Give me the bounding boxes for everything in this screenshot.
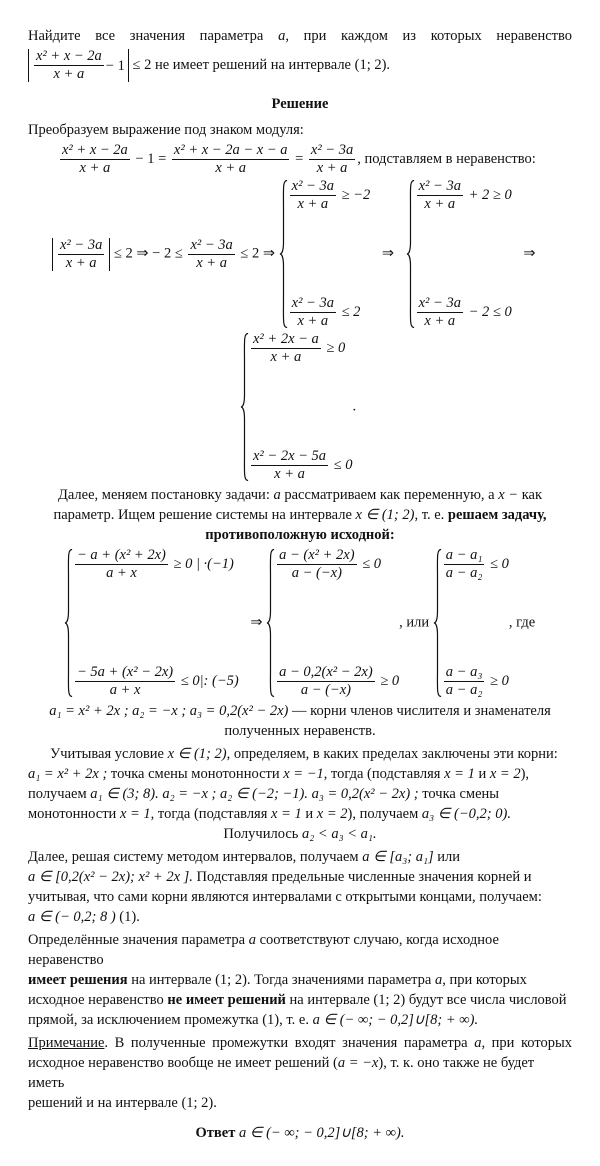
text: исходное неравенство вообще не имеет решений ( bbox=[28, 1055, 338, 1071]
text: ≥ 0 bbox=[490, 672, 509, 689]
text: + 2 ≥ 0 bbox=[468, 186, 512, 203]
denominator: x + a bbox=[316, 160, 348, 176]
math: a ∈ [0,2(x² − 2x); x² + 2x ]. bbox=[28, 869, 193, 885]
text: ), получаем bbox=[347, 806, 419, 822]
numerator: a − (x² + 2x) bbox=[279, 547, 355, 563]
text: ⇒ bbox=[381, 245, 394, 262]
math: x − bbox=[498, 487, 519, 503]
text: = bbox=[295, 150, 304, 167]
text: ≤ 2 bbox=[132, 56, 152, 73]
equation-inequality-chain bbox=[28, 179, 572, 329]
numerator: − a + (x² + 2x) bbox=[77, 547, 166, 563]
text: , т. е. bbox=[414, 507, 445, 523]
system bbox=[64, 548, 239, 698]
solution-heading: Решение bbox=[271, 96, 329, 112]
text: ≤ 0 bbox=[362, 555, 382, 572]
denominator: a − (−x) bbox=[291, 565, 342, 581]
text: исходное неравенство bbox=[28, 992, 164, 1008]
system bbox=[266, 548, 399, 698]
system bbox=[240, 332, 353, 482]
brace-icon bbox=[64, 548, 73, 698]
denominator: a − a₂ bbox=[445, 682, 483, 698]
text: ≤ 0 bbox=[490, 555, 509, 572]
text: Получилось bbox=[223, 826, 299, 842]
text: . bbox=[352, 398, 357, 415]
math: a ∈ [a₃; a₁] bbox=[362, 849, 434, 865]
text: , подставляем в неравенство: bbox=[357, 150, 536, 167]
note-line-1 bbox=[28, 1033, 572, 1053]
text: , тогда (подставляя bbox=[323, 766, 441, 782]
denominator: x + a bbox=[79, 160, 111, 176]
math: x ∈ (1; 2) bbox=[167, 746, 227, 762]
numerator: x² − 3a bbox=[291, 295, 334, 311]
text: , тогда (подставляя bbox=[150, 806, 268, 822]
text: ≥ 0 bbox=[326, 339, 346, 356]
system bbox=[279, 179, 371, 329]
text: ⇒ bbox=[523, 245, 536, 262]
fraction bbox=[34, 49, 104, 82]
note-label: Примечание bbox=[28, 1035, 105, 1051]
denominator: x + a bbox=[297, 313, 329, 329]
text: ≤ 2 bbox=[341, 303, 361, 320]
denominator: a − (−x) bbox=[300, 682, 351, 698]
fraction bbox=[58, 238, 104, 271]
numerator: x² + x − 2a − x − a bbox=[173, 142, 288, 158]
math: a₃ ∈ (−0,2; 0). bbox=[421, 806, 511, 822]
roots-order bbox=[28, 824, 572, 844]
text: ≥ 0 | ·(−1) bbox=[173, 555, 234, 572]
denominator: x + a bbox=[53, 66, 85, 82]
text: Учитывая условие bbox=[50, 746, 164, 762]
denominator: x + a bbox=[424, 196, 456, 212]
text: ⇒ bbox=[250, 614, 263, 631]
numerator: x² + x − 2a bbox=[36, 48, 102, 64]
fraction bbox=[172, 143, 290, 176]
numerator: a − a₃ bbox=[445, 664, 483, 680]
problem-line-1 bbox=[28, 26, 572, 46]
text: (1). bbox=[119, 909, 140, 925]
text: Определённые значения параметра bbox=[28, 932, 246, 948]
numerator: x² − 3a bbox=[291, 178, 334, 194]
math: a₁ ∈ (3; 8). bbox=[90, 786, 159, 802]
equation-reformulated-system bbox=[28, 548, 572, 698]
numerator: a − a₁ bbox=[445, 547, 483, 563]
numerator: x² − 3a bbox=[310, 142, 354, 158]
numerator: x² + 2x − a bbox=[253, 331, 319, 347]
math: x = −1 bbox=[283, 766, 324, 782]
brace-icon bbox=[433, 548, 442, 698]
fraction bbox=[309, 143, 355, 176]
text: Найдите все значения параметра bbox=[28, 28, 264, 44]
math: x = 2 bbox=[316, 806, 348, 822]
denominator: x + a bbox=[270, 349, 302, 365]
numerator: x² − 2x − 5a bbox=[253, 448, 327, 464]
var-a: a bbox=[248, 932, 256, 948]
text: ≤ 2 ⇒ − 2 ≤ bbox=[113, 245, 183, 262]
text: или bbox=[437, 849, 461, 865]
denominator: x + a bbox=[196, 254, 227, 271]
denominator: x + a bbox=[424, 313, 456, 329]
brace-icon bbox=[279, 179, 288, 329]
text: , при каждом из которых неравенство bbox=[285, 28, 572, 44]
denominator: x + a bbox=[297, 196, 329, 212]
text: учитывая, что сами корни являются интервалами с открытыми концами, получаем: bbox=[28, 889, 542, 905]
math: x ∈ (1; 2) bbox=[355, 507, 415, 523]
numerator: x² − 3a bbox=[418, 178, 461, 194]
text: не имеет решений bbox=[167, 992, 286, 1008]
text: решений и на интервале (1; 2). bbox=[28, 1095, 217, 1111]
numerator: − 5a + (x² − 2x) bbox=[77, 664, 174, 680]
math: a = −x bbox=[337, 1055, 379, 1071]
text: ), т. к. оно также не будет иметь bbox=[28, 1055, 535, 1091]
denominator: x + a bbox=[215, 160, 247, 176]
text: и bbox=[305, 806, 314, 822]
var-a: a bbox=[434, 972, 443, 988]
system bbox=[406, 179, 512, 329]
paragraph-reformulate bbox=[28, 485, 572, 545]
text: как bbox=[521, 487, 543, 503]
denominator: a − a₂ bbox=[445, 565, 483, 581]
note-paragraph bbox=[28, 1033, 572, 1113]
text: ≥ −2 bbox=[341, 186, 371, 203]
denominator: x + a bbox=[274, 466, 305, 482]
var-a: a bbox=[474, 1035, 482, 1051]
text: − 1 = bbox=[135, 150, 167, 167]
text: на интервале (1; 2). Тогда значениями параметра bbox=[131, 972, 432, 988]
text: ≥ 0 bbox=[380, 672, 400, 689]
answer bbox=[28, 1123, 572, 1143]
fraction bbox=[188, 238, 234, 271]
numerator: x² − 3a bbox=[60, 236, 103, 253]
text: рассматриваем как переменную, а bbox=[284, 487, 495, 503]
denominator: x + a bbox=[65, 254, 97, 271]
text: ≤ 2 ⇒ bbox=[240, 245, 276, 262]
text: . В полученные промежутки входят значения параметра bbox=[104, 1035, 468, 1051]
text: ≤ 0 bbox=[333, 456, 353, 473]
text: ), bbox=[520, 766, 530, 782]
math: a₂ = −x ; a₂ ∈ (−2; −1). bbox=[162, 786, 308, 802]
text: решаем задачу, bbox=[447, 507, 547, 523]
text: — корни членов числителя и знаменателя bbox=[288, 703, 551, 719]
text: , определяем, в каких пределах заключены эти корни: bbox=[226, 746, 558, 762]
text: полученных неравенств. bbox=[224, 723, 376, 739]
text: получаем bbox=[28, 786, 87, 802]
brace-icon bbox=[266, 548, 275, 698]
text: − 1 bbox=[105, 57, 125, 74]
text: , где bbox=[508, 614, 536, 631]
text: параметр. Ищем решение системы на интервале bbox=[53, 507, 352, 523]
roots-definition bbox=[28, 701, 572, 741]
text: Подставляя предельные численные значения корней и bbox=[196, 869, 532, 885]
brace-icon bbox=[240, 332, 249, 482]
paragraph-root-bounds bbox=[28, 744, 572, 844]
math: x = 1 bbox=[444, 766, 475, 782]
answer-label: Ответ bbox=[195, 1125, 236, 1141]
system bbox=[433, 548, 509, 698]
text: противоположную исходной: bbox=[205, 527, 395, 543]
solution-intro: Преобразуем выражение под знаком модуля: bbox=[28, 122, 304, 138]
brace-icon bbox=[406, 179, 415, 329]
math: x = 1 bbox=[271, 806, 302, 822]
var-a: a bbox=[278, 28, 286, 44]
equation-system-result bbox=[28, 332, 572, 482]
abs-expression bbox=[52, 238, 110, 271]
denominator: a + x bbox=[106, 565, 137, 581]
text: точка смены монотонности bbox=[110, 766, 280, 782]
text: ≤ 0|: (−5) bbox=[180, 672, 239, 689]
text: − 2 ≤ 0 bbox=[468, 303, 512, 320]
answer-value: a ∈ (− ∞; − 0,2]∪[8; + ∞). bbox=[238, 1125, 405, 1141]
numerator: x² − 3a bbox=[190, 236, 233, 253]
var-a: a bbox=[273, 487, 281, 503]
text: Далее, решая систему методом интервалов, получаем bbox=[28, 849, 359, 865]
text: на интервале (1; 2) будут все числа числовой bbox=[289, 992, 567, 1008]
paragraph-interval-method bbox=[28, 847, 572, 927]
math: a₁ = x² + 2x ; bbox=[28, 766, 108, 782]
text: , или bbox=[399, 614, 430, 631]
text: соответствуют случаю, когда исходное неравенство bbox=[28, 932, 499, 968]
fraction bbox=[60, 143, 130, 176]
text: монотонности bbox=[28, 806, 117, 822]
math: a ∈ (− 0,2; 8 ) bbox=[28, 909, 116, 925]
text: не имеет решений на интервале (1; 2). bbox=[154, 56, 391, 73]
math: a₂ < a₃ < a₁. bbox=[302, 826, 377, 842]
text: и bbox=[478, 766, 487, 782]
abs-expression bbox=[28, 49, 129, 82]
denominator: a + x bbox=[109, 682, 141, 698]
text: прямой, за исключением промежутка (1), т. е. bbox=[28, 1012, 309, 1028]
math: x = 2 bbox=[489, 766, 521, 782]
math: a₁ = x² + 2x ; a₂ = −x ; a₃ = 0,2(x² − 2x) bbox=[49, 703, 289, 719]
numerator: x² + x − 2a bbox=[62, 142, 128, 158]
problem-inequality bbox=[28, 49, 572, 82]
math: a₃ = 0,2(x² − 2x) ; bbox=[311, 786, 419, 802]
equation-transform bbox=[28, 143, 572, 176]
text: , при которых bbox=[481, 1035, 573, 1051]
numerator: a − 0,2(x² − 2x) bbox=[279, 664, 373, 680]
text: Далее, меняем постановку задачи: bbox=[57, 487, 270, 503]
text: точка смены bbox=[422, 786, 500, 802]
math: a ∈ (− ∞; − 0,2]∪[8; + ∞). bbox=[312, 1012, 479, 1028]
math: x = 1 bbox=[119, 806, 151, 822]
text: имеет решения bbox=[28, 972, 128, 988]
text: , при которых bbox=[442, 972, 527, 988]
numerator: x² − 3a bbox=[418, 295, 461, 311]
paragraph-conclusion bbox=[28, 930, 572, 1030]
